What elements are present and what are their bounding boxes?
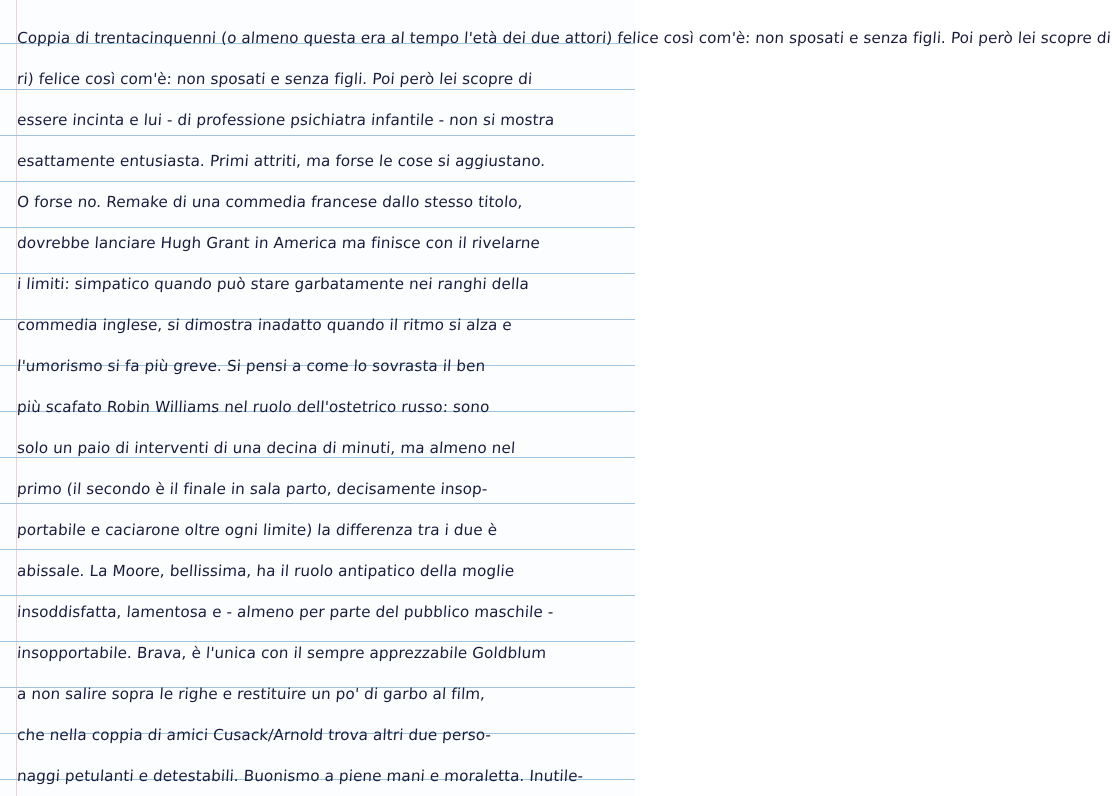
text-line-3: essere incinta e lui - di professione psichiatra infantile - non si mostra: [16, 111, 556, 129]
text-line-14: abissale. La Moore, bellissima, ha il ruolo antipatico della moglie: [16, 562, 515, 580]
text-line-9: l'umorismo si fa più greve. Si pensi a come lo sovrasta il ben: [16, 357, 486, 375]
text-line-7: i limiti: simpatico quando può stare garbatamente nei ranghi della: [16, 275, 530, 293]
text-line-18: che nella coppia di amici Cusack/Arnold trova altri due perso-: [16, 726, 492, 744]
text-line-19: naggi petulanti e detestabili. Buonismo a piene mani e moraletta. Inutile-: [16, 767, 584, 785]
text-line-17: a non salire sopra le righe e restituire un po' di garbo al film,: [16, 685, 486, 703]
text-line-8: commedia inglese, si dimostra inadatto quando il ritmo si alza e: [16, 316, 513, 334]
text-line-16: insopportabile. Brava, è l'unica con il sempre apprezzabile Goldblum: [16, 644, 547, 662]
text-line-1: Coppia di trentacinquenni (o almeno questa era al tempo l'età dei due attori) felice così com'è: non sposati e senza figli. Poi però lei scopre di: [16, 29, 1112, 47]
text-line-10: più scafato Robin Williams nel ruolo dell'ostetrico russo: sono: [16, 398, 491, 416]
text-line-2: ri) felice così com'è: non sposati e senza figli. Poi però lei scopre di: [16, 70, 533, 88]
text-line-6: dovrebbe lanciare Hugh Grant in America ma finisce con il rivelarne: [16, 234, 541, 252]
text-line-4: esattamente entusiasta. Primi attriti, ma forse le cose si aggiustano.: [16, 152, 547, 170]
text-line-11: solo un paio di interventi di una decina di minuti, ma almeno nel: [16, 439, 516, 457]
text-line-5: O forse no. Remake di una commedia francese dallo stesso titolo,: [16, 193, 524, 211]
text-line-12: primo (il secondo è il finale in sala parto, decisamente insop-: [16, 480, 489, 498]
text-line-13: portabile e caciarone oltre ogni limite) la differenza tra i due è: [16, 521, 498, 539]
text-line-15: insoddisfatta, lamentosa e - almeno per parte del pubblico maschile -: [16, 603, 555, 621]
